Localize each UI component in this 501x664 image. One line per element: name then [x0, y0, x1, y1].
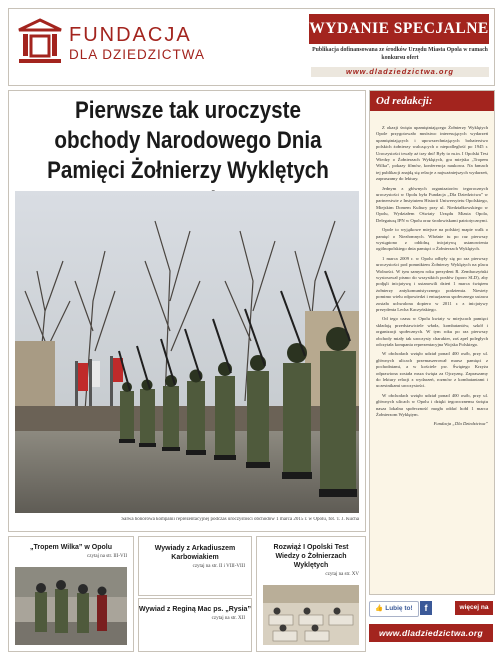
article-headline: Pierwsze tak uroczyste obchody Narodowego Dnia Pamięci Żołnierzy Wyklętych — [47, 97, 329, 184]
brand-name: FUNDACJA — [69, 24, 192, 46]
teaser-page-ref: czytaj na str. XV — [325, 572, 359, 577]
teaser-page-ref: czytaj na str. XII — [211, 616, 245, 621]
photo-caption: Salwa honorowa kompanii reprezentacyjnej podczas uroczystości obchodów 1 marca 2015 r. w Opolu, fot. T. J. Kucha — [121, 517, 359, 522]
editorial-paragraph: Opole to wyjątkowe miejsce na polskiej mapie walk o pamięć o Niezłomnych. Właśnie tu po raz pierwszy wystąpiono z oddolną inicjatywą ustanowienia ogólnopolskiego dnia pamięci o Żołnierzach Wyklętych. — [376, 227, 488, 252]
test-participants-photo — [263, 585, 359, 645]
teaser-wywiad-mac[interactable] — [138, 598, 252, 652]
main-article — [8, 90, 366, 532]
editorial-signature: Fundacja „Dla Dziedzictwa” — [433, 421, 488, 427]
website-link-bottom[interactable]: www.dladziedzictwa.org — [369, 624, 493, 642]
editorial-text — [376, 125, 488, 595]
like-label: Lubię to! — [385, 605, 413, 612]
editorial-paragraph: 1 marca 2009 r. w Opolu odbyły się po raz pierwszy uroczystości pod pomnikiem Żołnierzy Wyklętych na placu Wolności. W tym samym roku prezydent R. Zembaczyński wystosował pismo do wszystkich posłów (sporo SLD), aby podjęli inicjatywę i ustanowili dzień 1 marca świętem żołnierzy antykomunistycznego podziemia. Niestety pomimo wielu odpowiedzi i entuzjazmu społecznego ustawa została uchwalona dopiero w 2011 r. z inicjatywy prezydenta Lecha Kaczyńskiego. — [376, 255, 488, 312]
teaser-page-ref: czytaj na str. II i VIII-VIII — [192, 564, 245, 569]
foundation-logo-icon — [17, 18, 63, 66]
editorial-sidebar — [369, 90, 495, 595]
website-link-top[interactable]: www.dladziedzictwa.org — [311, 67, 489, 77]
teaser-tropem-wilka[interactable] — [8, 536, 134, 652]
teaser-title: Wywiady z Arkadiuszem Karbowiakiem — [154, 545, 236, 561]
teaser-title: „Tropem Wilka” w Opolu — [29, 544, 112, 551]
editorial-paragraph: W obchodach wzięło udział ponad 400 osób, przy ul. głównych ulicach przemaszerował marsz pamięci z pochodniami, a w kościele pw. Świętego Krzyża odprawiona została msza święta za Ojczyznę. Zapraszamy do lektury relacji z wydarzeń, rozmów z kombatantami i uczestnikami uroczystości. — [376, 351, 488, 389]
brand-subtitle: DLA DZIEDZICTWA — [69, 47, 206, 62]
soldiers-salute-photo — [15, 191, 359, 513]
facebook-like-button[interactable] — [369, 601, 419, 617]
thumbs-up-icon: 👍 — [375, 605, 384, 612]
more-link[interactable]: więcej na — [455, 601, 493, 615]
facebook-icon[interactable]: f — [420, 601, 432, 615]
editorial-paragraph: W obchodach wzięło udział ponad 400 osób, przy ul. głównych ulicach w Opolu i dzięki tegorocznemu świętu nasza lokalna społeczność mogła oddać hołd 1 marca Żołnierzom Wyklętym. — [376, 392, 488, 418]
editorial-paragraph: Od tego czasu w Opolu kwiaty w miejscach pamięci składają przedstawiciele władz, kombatantów, szkół i organizacji społecznych. W tym roku po raz pierwszy obchody miały tak uroczysty charakter, zaś apel poległych odczytała kompania reprezentacyjna Wojska Polskiego. — [376, 316, 488, 347]
teaser-title: Rozwiąż I Opolski Test Wiedzy o Żołnierzach Wyklętych — [273, 544, 349, 569]
edition-banner: WYDANIE SPECJALNE — [309, 14, 489, 44]
teaser-test-wiedzy[interactable] — [256, 536, 366, 652]
social-bar — [369, 598, 493, 618]
editorial-paragraph: Jednym z głównych organizatorów tegorocznych uroczystości w Opolu była Fundacja „Dla Dziedzictwa” w partnerstwie z Instytutem Historii Uniwersytetu Opolskiego, Miejskim Domem Kultury przy ul. Niedziałkowskiego w Opolu, Wydziałem Oświaty Urzędu Miasta Opola, Delegaturą IPN w Opolu oraz środowiskami patriotycznymi. — [376, 185, 488, 223]
teaser-page-ref: czytaj na str. III-VII — [87, 554, 127, 559]
teaser-wywiady-karbowiak[interactable] — [138, 536, 252, 596]
run-participants-photo — [15, 567, 127, 645]
editorial-title: Od redakcji: — [370, 91, 494, 111]
editorial-paragraph: Z okazji święta upamiętniającego Żołnierzy Wyklętych Opole przygotowało mnóstwo interesujących wydarzeń upamiętniających i upowszechniających bohaterstwo polskich żołnierzy walczących o niepodległość po 1945 r. Uroczystości trwały aż trzy dni! Były to m.in. I Opolski Test Wiedzy o Żołnierzach Wyklętych, gra miejska „Tropem Wilka”, pokazy filmów, konferencja naukowa. Na łamach tej publikacji znajdą się relacje z najważniejszych wydarzeń, zapraszamy do lektury. — [376, 125, 488, 182]
edition-subtitle: Publikacja dofinansowana ze środków Urzędu Miasta Opola w ramach konkursu ofert — [312, 47, 488, 61]
teaser-title: Wywiad z Reginą Mac ps. „Rysia” — [139, 606, 251, 613]
masthead — [8, 8, 495, 86]
